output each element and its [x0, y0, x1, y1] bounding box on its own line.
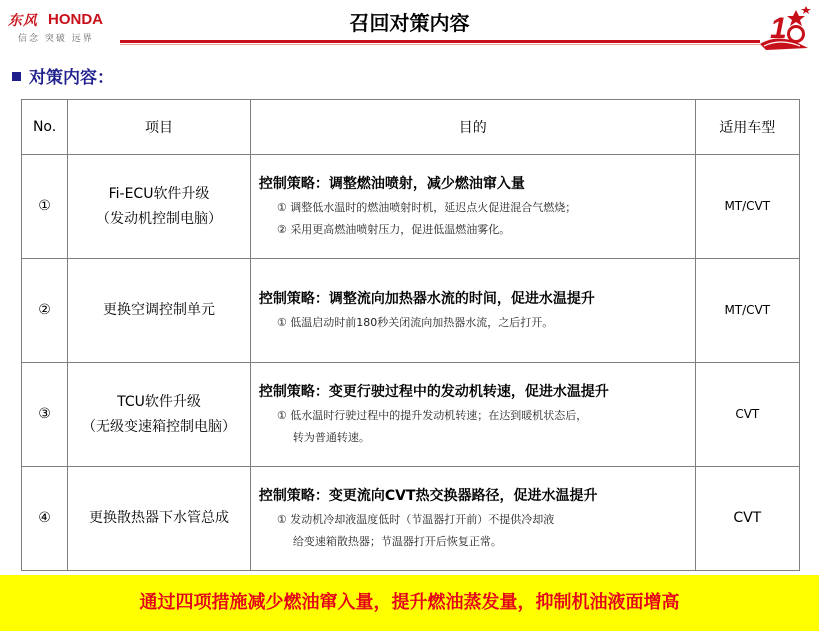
row-model: CVT [695, 363, 799, 467]
item-line: 更换散热器下水管总成 [89, 510, 230, 526]
detail-text: ① 低水温时行驶过程中的提升发动机转速；在达到暖机状态后， [276, 408, 588, 422]
header-no: No. [22, 100, 68, 155]
brand-cn-text: 东风 [8, 13, 38, 29]
detail-text: ① 低温启动时前180秒关闭流向加热器水流，之后打开。 [276, 315, 554, 329]
section-title [12, 63, 114, 88]
detail-text: ① 调整低水温时的燃油喷射时机，延迟点火促进混合气燃烧； [276, 200, 577, 214]
header-item: 项目 [68, 100, 251, 155]
header [0, 0, 819, 50]
section-title-text: 对策内容： [29, 68, 114, 88]
row-no: ④ [22, 467, 68, 571]
row-model: CVT [695, 467, 799, 571]
challenge-badge-icon [756, 4, 816, 52]
strategy-text: 控制策略：调整燃油喷射，减少燃油窜入量 [258, 175, 525, 192]
row-item [68, 155, 251, 259]
page-title: 召回对策内容 [349, 11, 470, 35]
table-row [22, 467, 800, 571]
strategy-text: 控制策略：调整流向加热器水流的时间，促进水温提升 [258, 290, 595, 307]
detail-text: ① 发动机冷却液温度低时（节温器打开前）不提供冷却液 [276, 512, 555, 526]
row-no: ③ [22, 363, 68, 467]
table-row [22, 155, 800, 259]
row-no: ② [22, 259, 68, 363]
item-line: （无级变速箱控制电脑） [82, 418, 237, 435]
table-row [22, 259, 800, 363]
row-no: ① [22, 155, 68, 259]
summary-text: 通过四项措施减少燃油窜入量，提升燃油蒸发量，抑制机油液面增高 [139, 592, 680, 613]
item-line: Fi-ECU软件升级 [108, 185, 210, 202]
header-divider [120, 40, 760, 43]
strategy-text: 控制策略：变更流向CVT热交换器路径，促进水温提升 [258, 487, 598, 504]
row-purpose [250, 363, 695, 467]
row-purpose [250, 259, 695, 363]
table-row [22, 363, 800, 467]
row-purpose [250, 155, 695, 259]
header-purpose: 目的 [250, 100, 695, 155]
detail-text: 给变速箱散热器；节温器打开后恢复正常。 [292, 534, 502, 548]
item-line: 更换空调控制单元 [103, 302, 216, 318]
detail-text: ② 采用更高燃油喷射压力，促进低温燃油雾化。 [276, 222, 511, 236]
row-model: MT/CVT [695, 155, 799, 259]
header-model: 适用车型 [695, 100, 799, 155]
row-item [68, 363, 251, 467]
item-line: （发动机控制电脑） [96, 210, 223, 227]
detail-text: 转为普通转速。 [292, 430, 370, 444]
brand-slogan: 信念 突破 远界 [18, 34, 94, 44]
header-divider-thin [120, 44, 760, 45]
summary-banner [0, 575, 819, 631]
badge-number: 1 [770, 12, 787, 45]
item-line: TCU软件升级 [117, 393, 201, 410]
strategy-text: 控制策略：变更行驶过程中的发动机转速，促进水温提升 [258, 383, 609, 400]
countermeasure-table [21, 99, 800, 571]
row-item [68, 259, 251, 363]
row-purpose [250, 467, 695, 571]
square-bullet-icon [12, 72, 21, 81]
row-item [68, 467, 251, 571]
brand-en-text: HONDA [48, 11, 103, 28]
table-header-row [22, 100, 800, 155]
row-model: MT/CVT [695, 259, 799, 363]
